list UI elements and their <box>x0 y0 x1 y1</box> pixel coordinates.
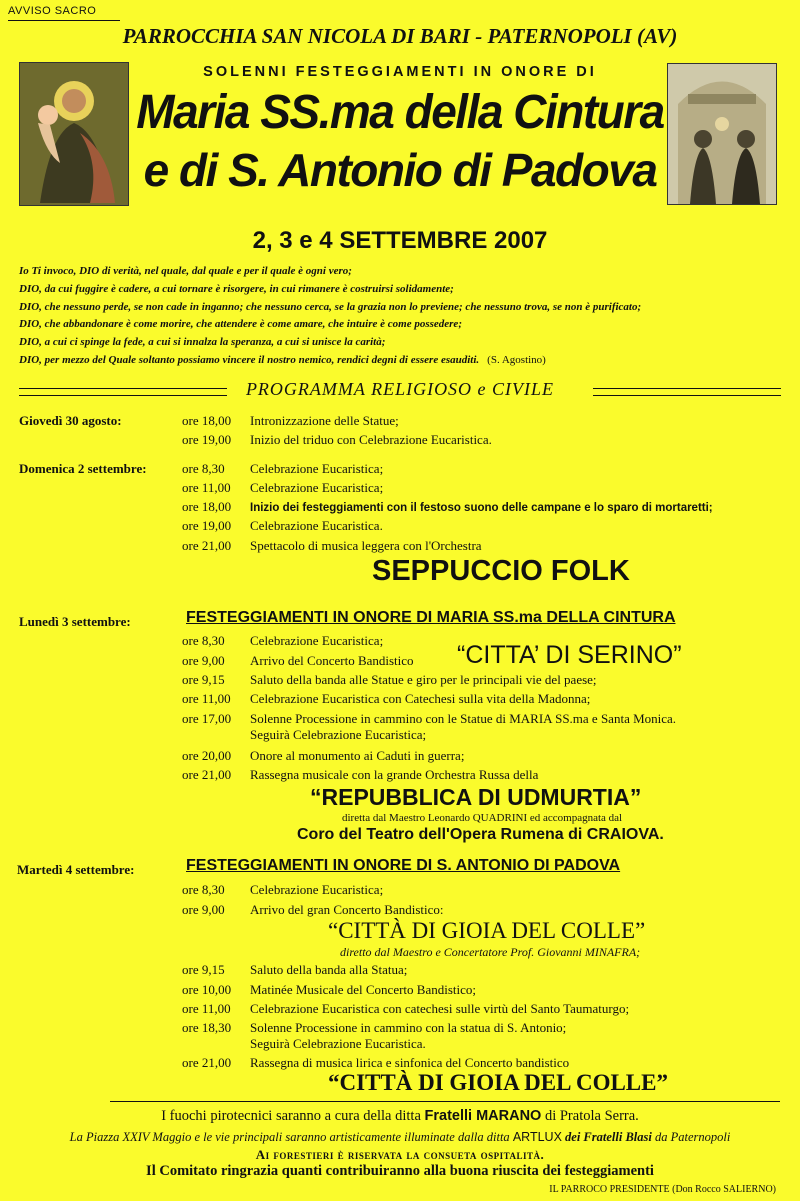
schedule-row: ore 20,00 Onore al monumento ai Caduti in guerra; <box>182 748 465 763</box>
prayer-author: (S. Agostino) <box>487 353 546 366</box>
schedule-row: ore 21,00 Rassegna di musica lirica e sinfonica del Concerto bandistico <box>182 1055 570 1070</box>
orchestra-director: diretta dal Maestro Leonardo QUADRINI ed accompagnata dal <box>342 812 623 824</box>
prayer-line: Io Ti invoco, DIO di verità, nel quale, dal quale e per il quale è ogni vero; <box>19 265 352 277</box>
schedule-row: ore 10,00 Matinée Musicale del Concerto Bandistico; <box>182 982 476 997</box>
parish-name: PARROCCHIA SAN NICOLA DI BARI - PATERNOPOLI (AV) <box>122 24 678 48</box>
solenni-heading: SOLENNI FESTEGGIAMENTI IN ONORE DI <box>203 64 597 80</box>
comitato-note: Il Comitato ringrazia quanti contribuiranno alla buona riuscita dei festeggiamenti <box>146 1163 654 1179</box>
avviso-underline <box>8 20 120 21</box>
avviso-label: AVVISO SACRO <box>8 5 97 17</box>
day-martedi: Martedì 4 settembre: <box>17 862 135 877</box>
schedule-row: ore 11,00 Celebrazione Eucaristica con Catechesi sulla vita della Madonna; <box>182 691 591 706</box>
orchestra-udmurtia: “REPUBBLICA DI UDMURTIA” <box>310 784 642 810</box>
piazza-note: La Piazza XXIV Maggio e le vie principali saranno artisticamente illuminate dalla ditta ARTLUX dei Fratelli Blasi da Paternopoli <box>69 1130 731 1144</box>
schedule-row: Seguirà Celebrazione Eucaristica; <box>250 727 427 742</box>
prayer-line: DIO, che nessuno perde, se non cade in inganno; che nessuno cerca, se la grazia non lo previene; che nessuno trova, se non è purificato; <box>19 300 642 313</box>
schedule-row: ore 9,00 Arrivo del Concerto Bandistico <box>182 653 414 668</box>
event-dates: 2, 3 e 4 SETTEMBRE 2007 <box>252 227 548 254</box>
schedule-row: ore 18,00 Intronizzazione delle Statue; <box>182 413 399 428</box>
title-line-2: e di S. Antonio di Padova <box>143 144 657 196</box>
prayer-text <box>19 263 789 370</box>
schedule-row: ore 8,30 Celebrazione Eucaristica; <box>182 633 384 648</box>
day-giovedi: Giovedì 30 agosto: <box>19 413 122 428</box>
schedule-row: ore 9,00 Arrivo del gran Concerto Bandistico: <box>182 902 444 917</box>
lunedi-heading: FESTEGGIAMENTI IN ONORE DI MARIA SS.ma DELLA CINTURA <box>186 609 676 626</box>
footer-divider <box>110 1101 780 1102</box>
prayer-line: DIO, a cui ci spinge la fede, a cui si innalza la speranza, a cui si unisce la carità; <box>19 336 386 349</box>
schedule-row: Seguirà Celebrazione Eucaristica. <box>250 1036 426 1051</box>
schedule-row: ore 11,00 Celebrazione Eucaristica; <box>182 480 384 495</box>
prayer-line: DIO, da cui fuggire è cadere, a cui tornare è risorgere, in cui rimanere è costruirsi solidamente; <box>19 282 454 295</box>
schedule-row: ore 8,30 Celebrazione Eucaristica; <box>182 882 384 897</box>
day-lunedi: Lunedì 3 settembre: <box>19 614 131 629</box>
schedule-row: ore 9,15 Saluto della banda alle Statue e giro per le principali vie del paese; <box>182 672 597 687</box>
schedule-row: ore 17,00 Solenne Processione in cammino con le Statue di MARIA SS.ma e Santa Monica. <box>182 711 677 726</box>
schedule-row: ore 21,00 Rassegna musicale con la grande Orchestra Russa della <box>182 767 539 782</box>
schedule-row: ore 19,00 Celebrazione Eucaristica. <box>182 518 383 533</box>
martedi-heading: FESTEGGIAMENTI IN ONORE DI S. ANTONIO DI PADOVA <box>186 857 621 874</box>
artlux-logo: ARTLUX <box>512 1130 562 1144</box>
seppuccio-folk: SEPPUCCIO FOLK <box>372 555 630 587</box>
schedule-row: ore 18,00 Inizio dei festeggiamenti con il festoso suono delle campane e lo sparo di mortaretti; <box>182 499 713 514</box>
prayer-line: DIO, che abbandonare è come morire, che attendere è come amare, che intuire è come possedere; <box>19 318 462 331</box>
prayer-line: DIO, per mezzo del Quale soltanto possiamo vincere il nostro nemico, rendici degni di essere esauditi. (S. Agostino) <box>19 353 546 366</box>
schedule-row: ore 18,30 Solenne Processione in cammino con la statua di S. Antonio; <box>182 1020 567 1035</box>
schedule-row: ore 9,15 Saluto della banda alla Statua; <box>182 962 408 977</box>
schedule-row: ore 8,30 Celebrazione Eucaristica; <box>182 461 384 476</box>
schedule-row: ore 19,00 Inizio del triduo con Celebrazione Eucaristica. <box>182 432 492 447</box>
coro-craiova: Coro del Teatro dell'Opera Rumena di CRAIOVA. <box>297 826 664 843</box>
schedule-row: ore 11,00 Celebrazione Eucaristica con catechesi sulle virtù del Santo Taumaturgo; <box>182 1001 630 1016</box>
programma-heading: PROGRAMMA RELIGIOSO e CIVILE <box>245 379 555 399</box>
band-citta-di-serino: “CITTA’ DI SERINO” <box>457 641 682 669</box>
band-gioia-del-colle: “CITTÀ DI GIOIA DEL COLLE” <box>328 918 646 943</box>
parroco-signature: IL PARROCO PRESIDENTE (Don Rocco SALIERNO) <box>549 1184 776 1195</box>
band-director: diretto dal Maestro e Concertatore Prof. Giovanni MINAFRA; <box>340 945 641 959</box>
forestieri-note: Ai forestieri è riservata la consueta ospitalità. <box>255 1147 545 1162</box>
day-domenica: Domenica 2 settembre: <box>19 461 147 476</box>
title-line-1: Maria SS.ma della Cintura <box>136 83 664 139</box>
schedule-row: ore 21,00 Spettacolo di musica leggera con l'Orchestra <box>182 538 482 553</box>
fuochi-note: I fuochi pirotecnici saranno a cura della ditta Fratelli MARANO di Pratola Serra. <box>161 1108 639 1124</box>
band-gioia-del-colle-final: “CITTÀ DI GIOIA DEL COLLE” <box>328 1070 668 1095</box>
